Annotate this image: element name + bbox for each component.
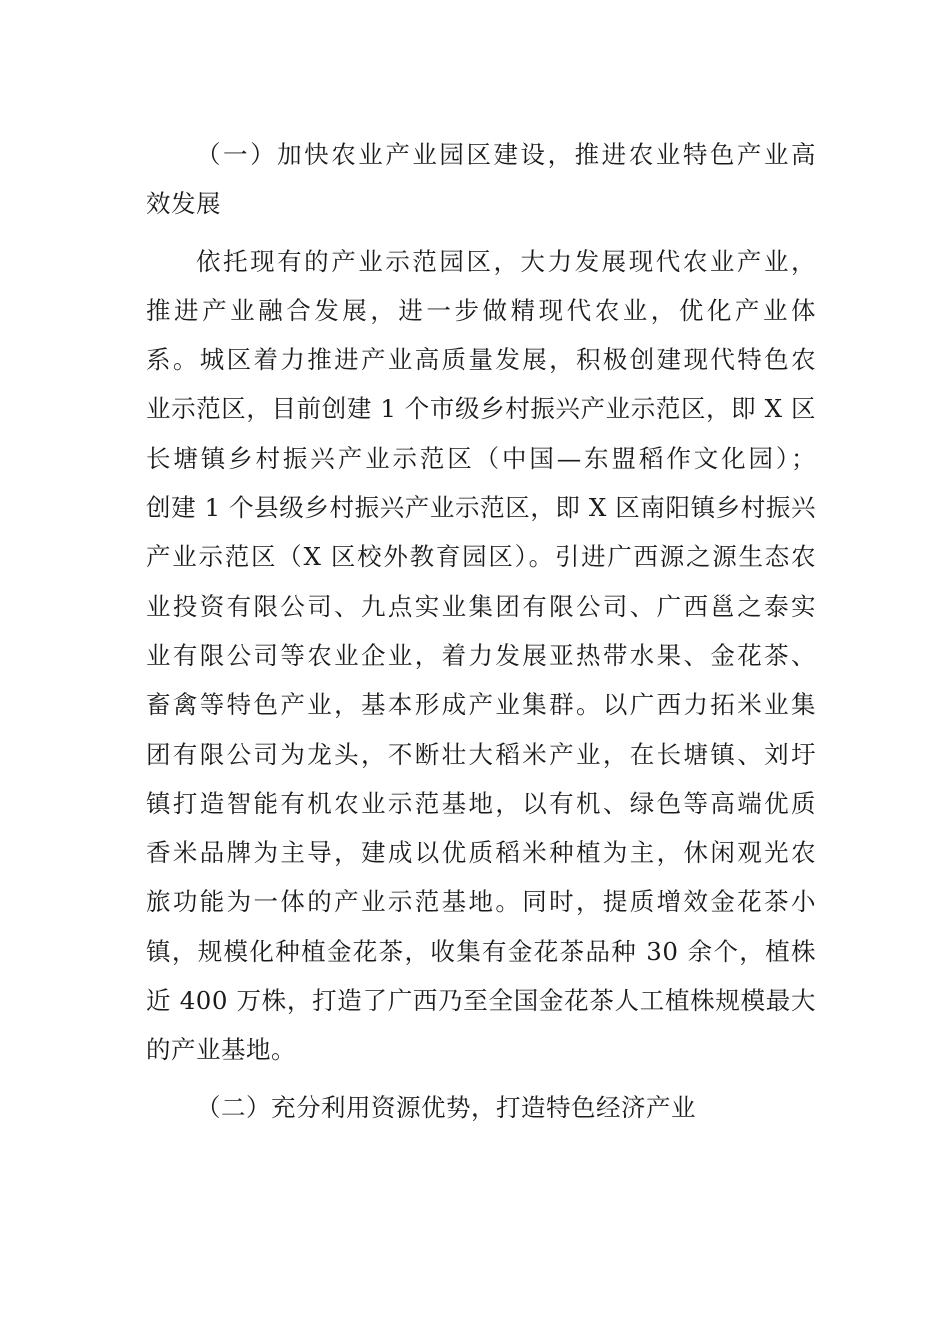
paragraph-line: 系。城区着力推进产业高质量发展，积极创建现代特色农 bbox=[146, 345, 816, 375]
section-1-heading bbox=[146, 130, 816, 229]
document-body bbox=[146, 130, 816, 1132]
paragraph-line: 产业示范区（X 区校外教育园区）。引进广西源之源生态农 bbox=[146, 542, 816, 572]
paragraph-line: 香米品牌为主导，建成以优质稻米种植为主，休闲观光农 bbox=[146, 838, 816, 868]
paragraph-line: 长塘镇乡村振兴产业示范区（中国—东盟稻作文化园）； bbox=[146, 443, 816, 473]
paragraph-line: 业示范区，目前创建 1 个市级乡村振兴产业示范区，即 X 区 bbox=[146, 394, 816, 424]
section-1-paragraph bbox=[146, 237, 816, 1075]
heading-line: （二）充分利用资源优势，打造特色经济产业 bbox=[196, 1092, 696, 1122]
paragraph-line: 的产业基地。 bbox=[146, 1035, 296, 1065]
paragraph-line: 团有限公司为龙头，不断壮大稻米产业，在长塘镇、刘圩 bbox=[146, 739, 816, 769]
paragraph-line: 业投资有限公司、九点实业集团有限公司、广西邕之泰实 bbox=[146, 591, 816, 621]
paragraph-line: 依托现有的产业示范园区，大力发展现代农业产业， bbox=[196, 246, 816, 276]
paragraph-line: 近 400 万株，打造了广西乃至全国金花茶人工植株规模最大 bbox=[146, 986, 816, 1016]
paragraph-line: 推进产业融合发展，进一步做精现代农业，优化产业体 bbox=[146, 295, 816, 325]
paragraph-gap bbox=[146, 1075, 816, 1083]
paragraph-line: 畜禽等特色产业，基本形成产业集群。以广西力拓米业集 bbox=[146, 690, 816, 720]
paragraph-line: 创建 1 个县级乡村振兴产业示范区，即 X 区南阳镇乡村振兴 bbox=[146, 493, 816, 523]
paragraph-gap bbox=[146, 229, 816, 237]
heading-line: 效发展 bbox=[146, 189, 221, 219]
paragraph-line: 业有限公司等农业企业，着力发展亚热带水果、金花茶、 bbox=[146, 640, 816, 670]
paragraph-line: 镇，规模化种植金花茶，收集有金花茶品种 30 余个，植株 bbox=[146, 936, 816, 966]
section-2-heading bbox=[146, 1083, 816, 1132]
heading-line: （一）加快农业产业园区建设，推进农业特色产业高 bbox=[196, 140, 816, 169]
paragraph-line: 旅功能为一体的产业示范基地。同时，提质增效金花茶小 bbox=[146, 887, 816, 917]
paragraph-line: 镇打造智能有机农业示范基地，以有机、绿色等高端优质 bbox=[146, 788, 816, 818]
